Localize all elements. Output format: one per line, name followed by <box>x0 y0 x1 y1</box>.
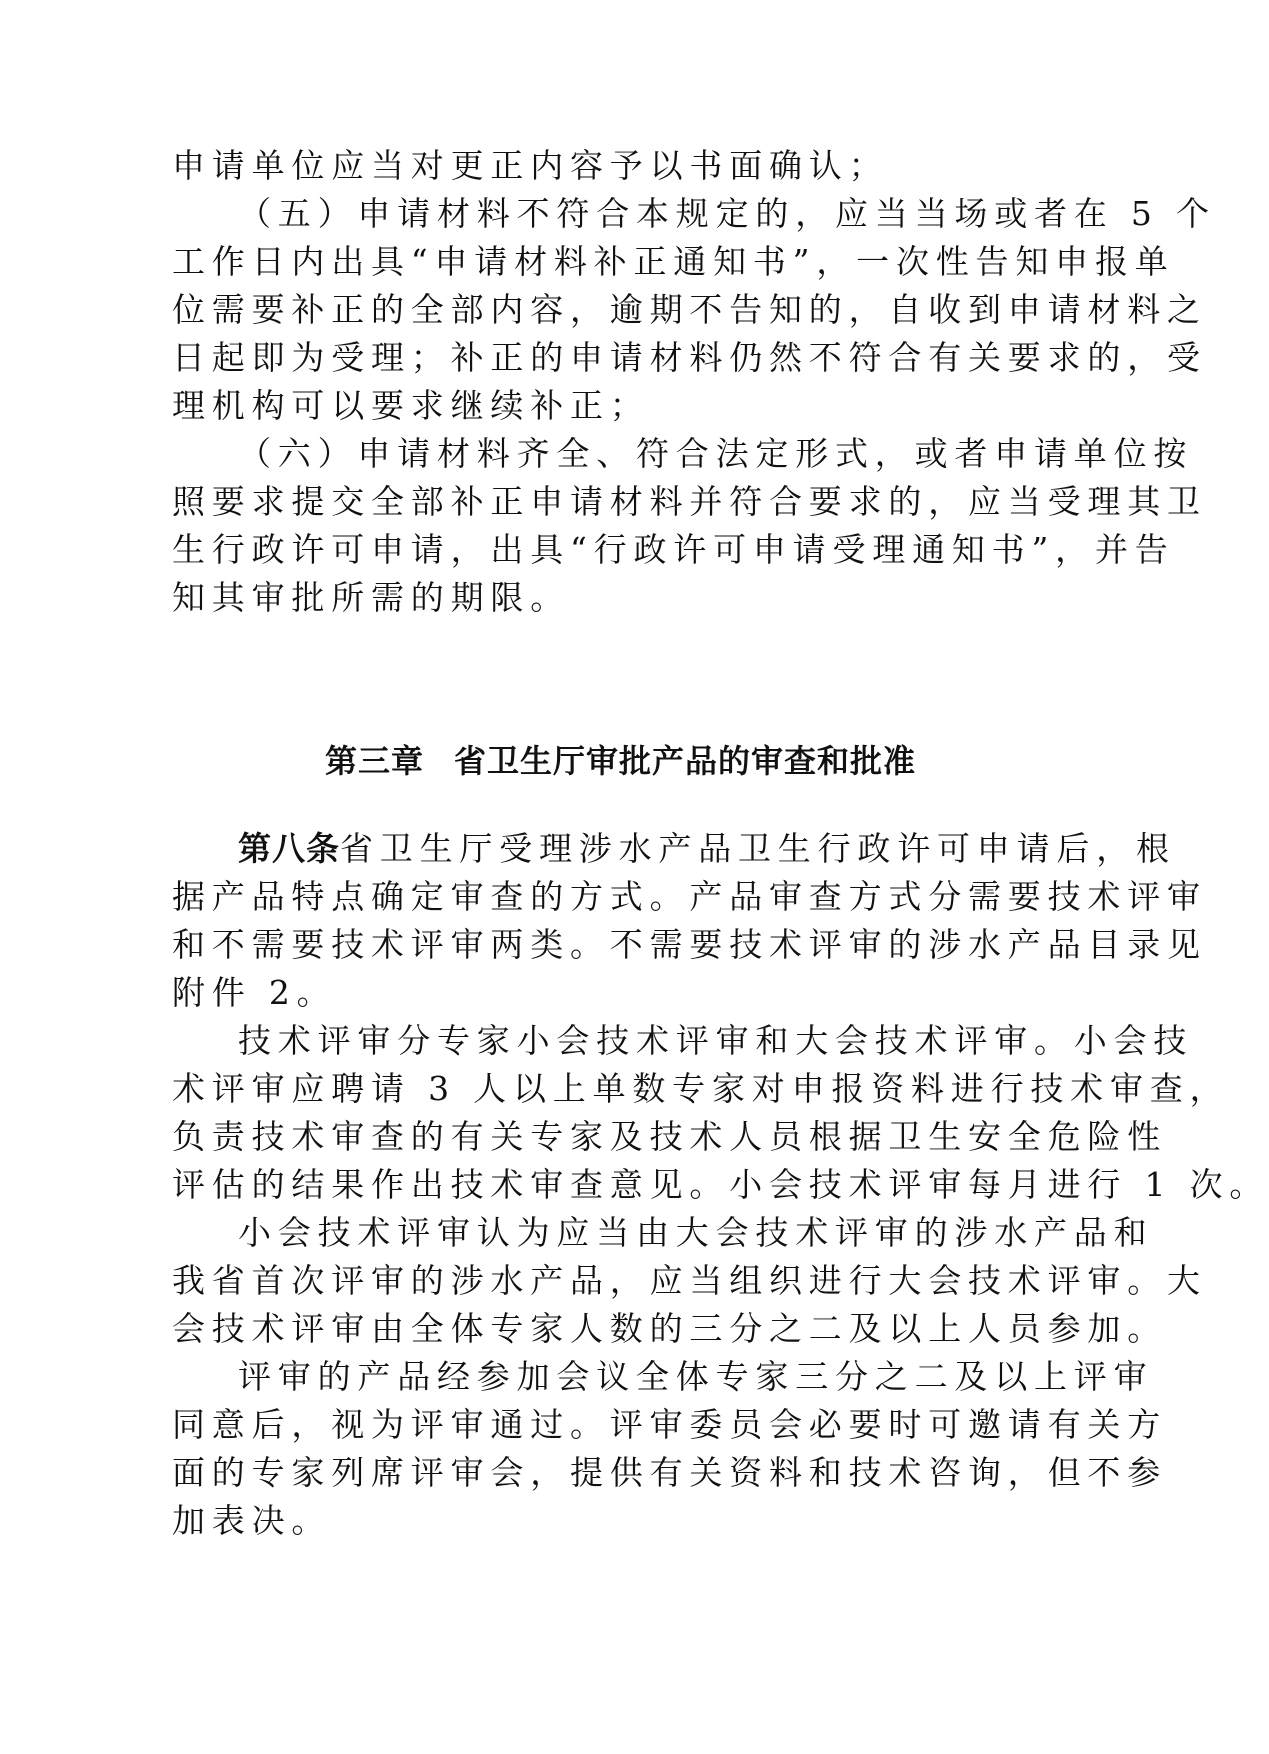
body-line: 申请单位应当对更正内容予以书面确认； <box>172 146 889 185</box>
chapter-heading <box>0 730 1241 792</box>
article-label: 第八条 <box>238 829 340 868</box>
body-line: 知其审批所需的期限。 <box>172 578 570 617</box>
chapter-number: 第三章 <box>324 742 424 780</box>
body-line: 照要求提交全部补正申请材料并符合要求的，应当受理其卫 <box>172 482 1207 521</box>
article-line: 会技术评审由全体专家人数的三分之二及以上人员参加。 <box>172 1309 1167 1348</box>
article-line: 小会技术评审认为应当由大会技术评审的涉水产品和 <box>238 1213 1154 1252</box>
body-line-item-five: （五）申请材料不符合本规定的，应当当场或者在 5 个 <box>238 194 1216 233</box>
article-line: 技术评审分专家小会技术评审和大会技术评审。小会技 <box>238 1021 1194 1060</box>
article-line: 和不需要技术评审两类。不需要技术评审的涉水产品目录见 <box>172 925 1207 964</box>
article-line: 据产品特点确定审查的方式。产品审查方式分需要技术评审 <box>172 877 1207 916</box>
chapter-title: 省卫生厅审批产品的审查和批准 <box>454 742 917 780</box>
body-line: 日起即为受理；补正的申请材料仍然不符合有关要求的，受 <box>172 338 1207 377</box>
body-line: 位需要补正的全部内容，逾期不告知的，自收到申请材料之 <box>172 290 1207 329</box>
body-line: 理机构可以要求继续补正； <box>172 386 650 425</box>
article-text: 省卫生厅受理涉水产品卫生行政许可申请后，根 <box>340 829 1176 868</box>
body-line: 工作日内出具“申请材料补正通知书”，一次性告知申报单 <box>172 242 1175 281</box>
article-line: 附件 2。 <box>172 973 337 1012</box>
article-line: 术评审应聘请 3 人以上单数专家对申报资料进行技术审查， <box>172 1069 1230 1108</box>
article-line: 评审的产品经参加会议全体专家三分之二及以上评审 <box>238 1357 1154 1396</box>
article-line: 面的专家列席评审会，提供有关资料和技术咨询，但不参 <box>172 1453 1167 1492</box>
body-line: 生行政许可申请，出具“行政许可申请受理通知书”，并告 <box>172 530 1175 569</box>
article-line: 我省首次评审的涉水产品，应当组织进行大会技术评审。大 <box>172 1261 1207 1300</box>
article-line: 同意后，视为评审通过。评审委员会必要时可邀请有关方 <box>172 1405 1167 1444</box>
article-line: 负责技术审查的有关专家及技术人员根据卫生安全危险性 <box>172 1117 1167 1156</box>
article-line: 评估的结果作出技术审查意见。小会技术评审每月进行 1 次。 <box>172 1165 1269 1204</box>
article-line: 加表决。 <box>172 1501 332 1540</box>
body-line-item-six: （六）申请材料齐全、符合法定形式，或者申请单位按 <box>238 434 1194 473</box>
